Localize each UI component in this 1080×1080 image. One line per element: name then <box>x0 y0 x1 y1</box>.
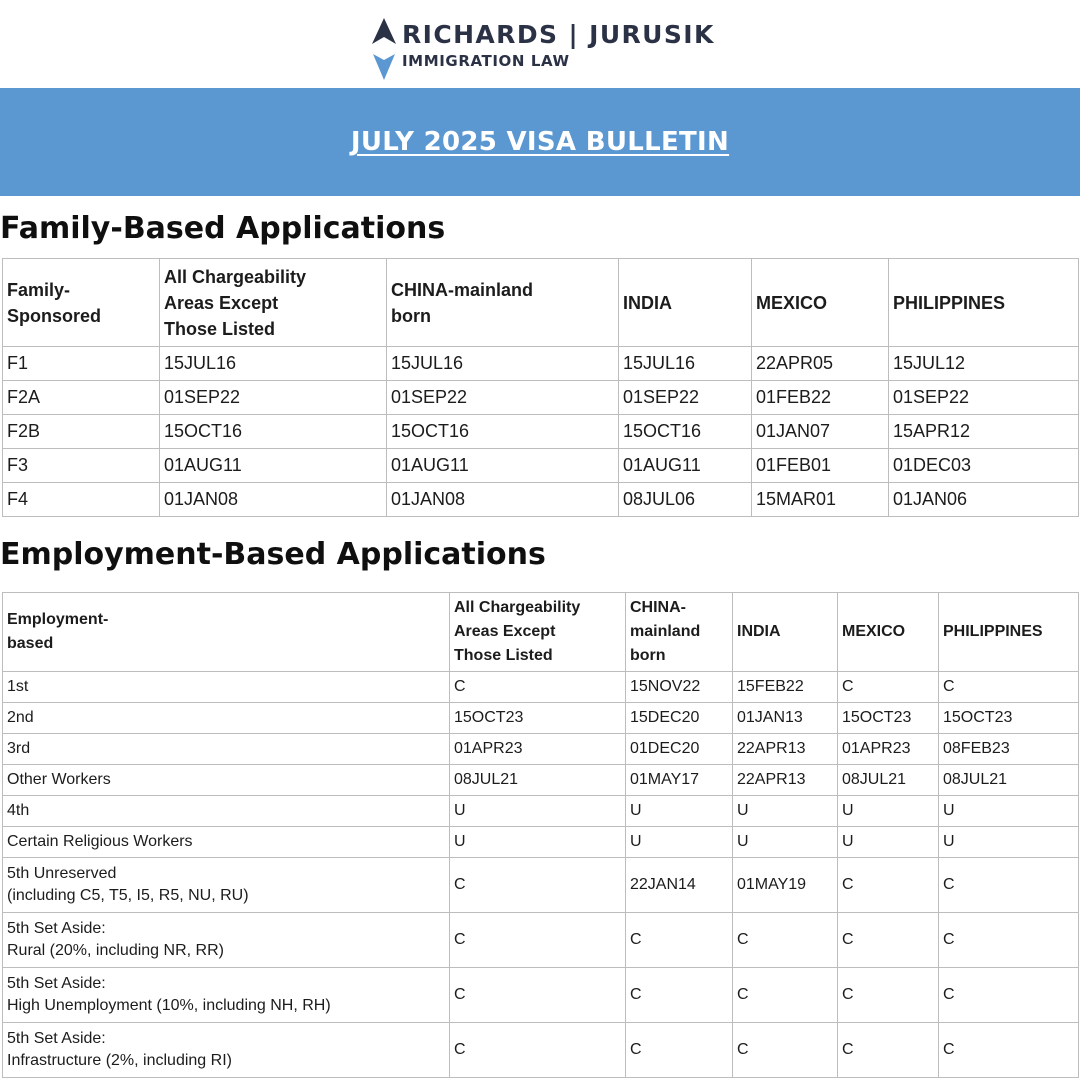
date-cell: 15DEC20 <box>626 703 733 734</box>
date-cell: U <box>939 796 1079 827</box>
table-header-row <box>3 259 1079 347</box>
table-header-row <box>3 593 1079 672</box>
date-cell: C <box>838 913 939 968</box>
date-cell: C <box>939 968 1079 1023</box>
row-label: F3 <box>3 449 160 483</box>
row-label: 2nd <box>3 703 450 734</box>
row-label: F2A <box>3 381 160 415</box>
date-cell: 08JUL21 <box>838 765 939 796</box>
family-based-table <box>2 258 1079 517</box>
employment-based-table <box>2 592 1079 1078</box>
date-cell: C <box>838 1023 939 1078</box>
date-cell: C <box>450 1023 626 1078</box>
column-header: CHINA-mainland born <box>387 259 619 347</box>
column-header: Family- Sponsored <box>3 259 160 347</box>
column-header: MEXICO <box>838 593 939 672</box>
date-cell: 15OCT16 <box>160 415 387 449</box>
date-cell: C <box>450 968 626 1023</box>
date-cell: 15JUL16 <box>160 347 387 381</box>
date-cell: 22APR05 <box>752 347 889 381</box>
date-cell: C <box>939 858 1079 913</box>
date-cell: 01AUG11 <box>619 449 752 483</box>
column-header: INDIA <box>733 593 838 672</box>
date-cell: 15NOV22 <box>626 672 733 703</box>
date-cell: C <box>939 913 1079 968</box>
chevron-logo-icon <box>372 18 396 80</box>
date-cell: 01JAN06 <box>889 483 1079 517</box>
column-header: All Chargeability Areas Except Those Listed <box>450 593 626 672</box>
date-cell: C <box>733 1023 838 1078</box>
table-row <box>3 1023 1079 1078</box>
date-cell: C <box>838 968 939 1023</box>
date-cell: 15JUL16 <box>387 347 619 381</box>
date-cell: 01DEC20 <box>626 734 733 765</box>
date-cell: C <box>450 672 626 703</box>
column-header: MEXICO <box>752 259 889 347</box>
row-label: F4 <box>3 483 160 517</box>
date-cell: 15JUL12 <box>889 347 1079 381</box>
date-cell: 01MAY19 <box>733 858 838 913</box>
date-cell: C <box>939 1023 1079 1078</box>
date-cell: 01FEB22 <box>752 381 889 415</box>
date-cell: 01SEP22 <box>160 381 387 415</box>
firm-name: RICHARDS | JURUSIK <box>402 20 715 49</box>
date-cell: 15OCT23 <box>450 703 626 734</box>
date-cell: 01MAY17 <box>626 765 733 796</box>
date-cell: C <box>626 968 733 1023</box>
date-cell: C <box>733 913 838 968</box>
row-label: 3rd <box>3 734 450 765</box>
table-row <box>3 449 1079 483</box>
date-cell: 15FEB22 <box>733 672 838 703</box>
table-row <box>3 415 1079 449</box>
date-cell: 15OCT16 <box>387 415 619 449</box>
date-cell: 01SEP22 <box>889 381 1079 415</box>
table-row <box>3 858 1079 913</box>
date-cell: 01JAN08 <box>387 483 619 517</box>
date-cell: U <box>626 827 733 858</box>
row-label: 5th Set Aside: Infrastructure (2%, including RI) <box>3 1023 450 1078</box>
table-row <box>3 827 1079 858</box>
table-row <box>3 968 1079 1023</box>
date-cell: 01SEP22 <box>619 381 752 415</box>
date-cell: C <box>733 968 838 1023</box>
date-cell: 01AUG11 <box>160 449 387 483</box>
date-cell: C <box>626 913 733 968</box>
table-row <box>3 765 1079 796</box>
row-label: Certain Religious Workers <box>3 827 450 858</box>
date-cell: 22JAN14 <box>626 858 733 913</box>
date-cell: 22APR13 <box>733 765 838 796</box>
column-header: INDIA <box>619 259 752 347</box>
date-cell: 22APR13 <box>733 734 838 765</box>
date-cell: 15JUL16 <box>619 347 752 381</box>
date-cell: 15OCT16 <box>619 415 752 449</box>
firm-subtitle: IMMIGRATION LAW <box>402 52 570 70</box>
row-label: 4th <box>3 796 450 827</box>
date-cell: 15OCT23 <box>939 703 1079 734</box>
table-row <box>3 672 1079 703</box>
date-cell: U <box>939 827 1079 858</box>
date-cell: U <box>838 796 939 827</box>
row-label: 5th Unreserved (including C5, T5, I5, R5, NU, RU) <box>3 858 450 913</box>
date-cell: 01APR23 <box>838 734 939 765</box>
title-banner <box>0 88 1080 196</box>
date-cell: U <box>838 827 939 858</box>
row-label: F1 <box>3 347 160 381</box>
table-row <box>3 347 1079 381</box>
date-cell: C <box>450 858 626 913</box>
date-cell: C <box>838 672 939 703</box>
table-row <box>3 734 1079 765</box>
date-cell: 01DEC03 <box>889 449 1079 483</box>
date-cell: 08FEB23 <box>939 734 1079 765</box>
family-section-title: Family-Based Applications <box>0 211 446 246</box>
table-row <box>3 913 1079 968</box>
date-cell: 15APR12 <box>889 415 1079 449</box>
table-row <box>3 483 1079 517</box>
date-cell: 01JAN13 <box>733 703 838 734</box>
date-cell: U <box>450 796 626 827</box>
date-cell: U <box>626 796 733 827</box>
row-label: 1st <box>3 672 450 703</box>
date-cell: C <box>450 913 626 968</box>
column-header: Employment- based <box>3 593 450 672</box>
row-label: F2B <box>3 415 160 449</box>
date-cell: 01SEP22 <box>387 381 619 415</box>
row-label: 5th Set Aside: High Unemployment (10%, including NH, RH) <box>3 968 450 1023</box>
date-cell: U <box>733 827 838 858</box>
header <box>0 0 1080 88</box>
date-cell: 08JUL21 <box>939 765 1079 796</box>
date-cell: 01JAN07 <box>752 415 889 449</box>
column-header: CHINA- mainland born <box>626 593 733 672</box>
date-cell: 01FEB01 <box>752 449 889 483</box>
table-row <box>3 381 1079 415</box>
date-cell: C <box>626 1023 733 1078</box>
date-cell: 08JUL06 <box>619 483 752 517</box>
row-label: 5th Set Aside: Rural (20%, including NR, RR) <box>3 913 450 968</box>
date-cell: C <box>939 672 1079 703</box>
row-label: Other Workers <box>3 765 450 796</box>
column-header: PHILIPPINES <box>889 259 1079 347</box>
date-cell: C <box>838 858 939 913</box>
date-cell: U <box>450 827 626 858</box>
bulletin-title: JULY 2025 VISA BULLETIN <box>350 127 730 157</box>
date-cell: U <box>733 796 838 827</box>
date-cell: 08JUL21 <box>450 765 626 796</box>
table-row <box>3 703 1079 734</box>
table-row <box>3 796 1079 827</box>
date-cell: 15OCT23 <box>838 703 939 734</box>
firm-logo <box>372 18 717 82</box>
employment-section-title: Employment-Based Applications <box>0 537 546 572</box>
column-header: PHILIPPINES <box>939 593 1079 672</box>
date-cell: 01JAN08 <box>160 483 387 517</box>
date-cell: 01APR23 <box>450 734 626 765</box>
date-cell: 01AUG11 <box>387 449 619 483</box>
column-header: All Chargeability Areas Except Those Listed <box>160 259 387 347</box>
date-cell: 15MAR01 <box>752 483 889 517</box>
